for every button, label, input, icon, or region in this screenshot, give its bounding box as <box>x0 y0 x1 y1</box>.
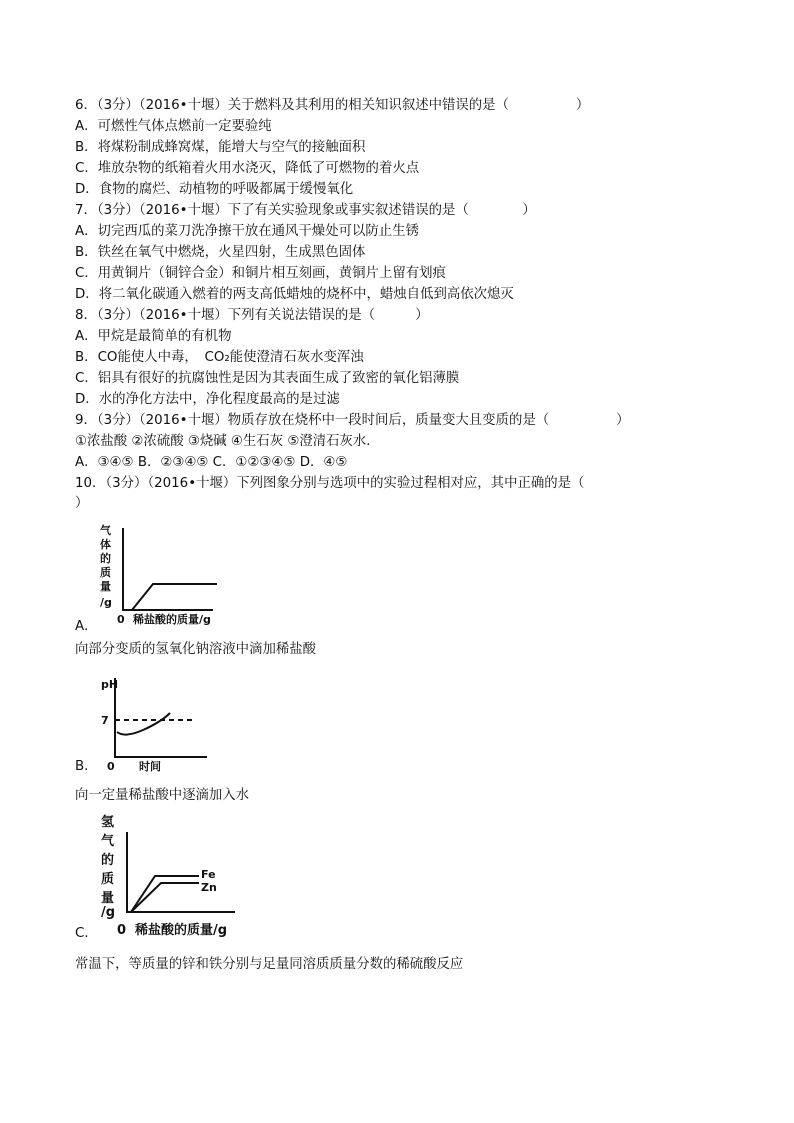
figure-c-ylabel-char: 气 <box>101 834 115 849</box>
figure-c-xlabel: 稀盐酸的质量/g <box>135 923 228 938</box>
figure-b-xlabel: 时间 <box>139 760 161 772</box>
figure-c-ylabel-char: 氢 <box>101 815 115 830</box>
question-8-option-c: C．铝具有很好的抗腐蚀性是因为其表面生成了致密的氧化铝薄膜 <box>75 371 460 386</box>
question-6-option-a: A．可燃性气体点燃前一定要验纯 <box>75 119 272 134</box>
question-7-option-c: C．用黄铜片（铜锌合金）和铜片相互刻画，黄铜片上留有划痕 <box>75 266 446 281</box>
question-7-stem: 7．（3分）（2016•十堰）下了有关实验现象或事实叙述错误的是（ ） <box>75 203 536 218</box>
question-10-stem-close: ） <box>75 496 89 511</box>
question-7-option-d: D．将二氧化碳通入燃着的两支高低蜡烛的烧杯中，蜡烛自低到高依次熄灭 <box>75 287 514 302</box>
figure-a-ylabel-char: 质 <box>100 566 111 579</box>
figure-c-origin: 0 <box>117 923 127 938</box>
figure-a-curve <box>132 584 217 610</box>
figure-c-ylabel-char: 量 <box>101 891 115 906</box>
figure-a-origin: 0 <box>117 613 125 625</box>
question-8-option-b: B．CO能使人中毒， CO₂能使澄清石灰水变浑浊 <box>75 350 364 365</box>
figure-c-ylabel-char: 质 <box>101 872 115 887</box>
question-8-stem: 8．（3分）（2016•十堰）下列有关说法错误的是（ ） <box>75 308 429 323</box>
figure-b-origin: 0 <box>107 760 115 772</box>
figure-b-ylabel: pH <box>101 678 119 691</box>
question-6-option-c: C．堆放杂物的纸箱着火用水浇灭，降低了可燃物的着火点 <box>75 161 420 176</box>
figure-c-series-fe: Fe <box>201 868 216 881</box>
question-6-option-d: D．食物的腐烂、动植物的呼吸都属于缓慢氧化 <box>75 182 354 197</box>
question-6-option-b: B．将煤粉制成蜂窝煤，能增大与空气的接触面积 <box>75 140 366 155</box>
figure-a-letter: A． <box>75 619 98 634</box>
figure-a-graph <box>95 520 225 625</box>
figure-b-curve <box>117 713 170 735</box>
figure-b-tick-7: 7 <box>101 714 109 727</box>
figure-c-caption: 常温下，等质量的锌和铁分别与足量同溶质质量分数的稀硫酸反应 <box>75 957 464 972</box>
figure-c-curve-fe <box>131 876 199 912</box>
question-8-option-d: D．水的净化方法中，净化程度最高的是过滤 <box>75 392 340 407</box>
figure-a-ylabel-char: /g <box>100 596 112 609</box>
figure-b-caption: 向一定量稀盐酸中逐滴加入水 <box>75 788 250 803</box>
question-7-option-b: B．铁丝在氧气中燃烧，火星四射，生成黑色固体 <box>75 245 366 260</box>
question-7-option-a: A．切完西瓜的菜刀洗净擦干放在通风干燥处可以防止生锈 <box>75 224 419 239</box>
figure-a-ylabel-char: 体 <box>100 538 111 551</box>
figure-a-axes <box>123 528 213 610</box>
figure-a-caption: 向部分变质的氢氧化钠溶液中滴加稀盐酸 <box>75 642 317 657</box>
question-8-option-a: A．甲烷是最简单的有机物 <box>75 329 232 344</box>
figure-c-series-zn: Zn <box>201 881 217 894</box>
figure-c-ylabel-char: /g <box>101 905 116 920</box>
figure-b-axes <box>115 678 207 757</box>
figure-c-graph <box>95 812 245 942</box>
figure-a-ylabel-char: 的 <box>100 552 111 565</box>
figure-b-graph <box>95 672 215 772</box>
question-6-stem: 6．（3分）（2016•十堰）关于燃料及其利用的相关知识叙述中错误的是（ ） <box>75 98 590 113</box>
question-9-options: A．③④⑤ B．②③④⑤ C．①②③④⑤ D．④⑤ <box>75 455 348 470</box>
figure-b-letter: B． <box>75 759 98 774</box>
question-9-items: ①浓盐酸 ②浓硫酸 ③烧碱 ④生石灰 ⑤澄清石灰水． <box>75 434 380 449</box>
figure-a-xlabel: 稀盐酸的质量/g <box>133 613 211 625</box>
question-10-stem: 10．（3分）（2016•十堰）下列图象分别与选项中的实验过程相对应，其中正确的是（ <box>75 476 585 491</box>
figure-a-ylabel-char: 量 <box>100 580 111 593</box>
figure-a-ylabel-char: 气 <box>100 524 111 537</box>
question-9-stem: 9．（3分）（2016•十堰）物质存放在烧杯中一段时间后，质量变大且变质的是（ ） <box>75 413 630 428</box>
figure-c-letter: C． <box>75 926 98 941</box>
figure-c-ylabel-char: 的 <box>101 853 115 868</box>
